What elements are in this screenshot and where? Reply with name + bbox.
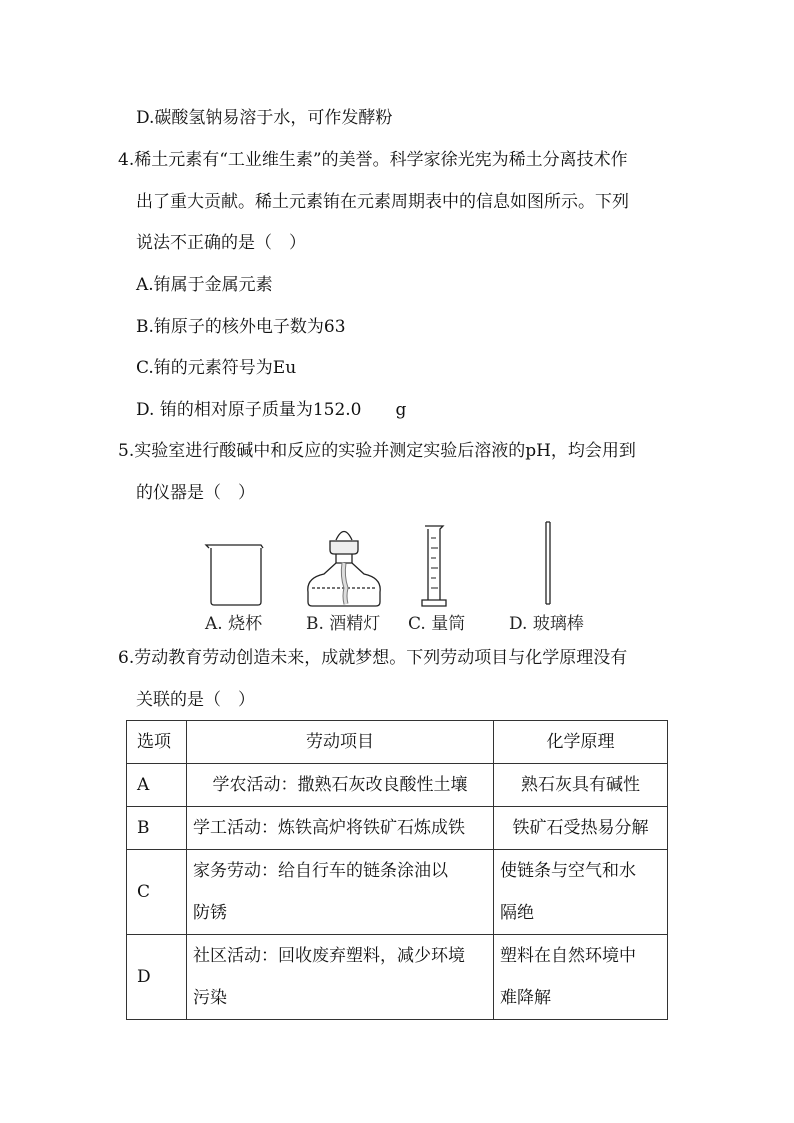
labor-principle-table xyxy=(126,720,668,1020)
row-principle-line2: 难降解 xyxy=(500,988,551,1008)
q4-option-c: C.铕的元素符号为Eu xyxy=(136,358,297,378)
caption-alcohol-lamp: B. 酒精灯 xyxy=(306,614,381,634)
table-row xyxy=(127,764,668,807)
q4-stem-line1: 4.稀土元素有“工业维生素”的美誉。科学家徐光宪为稀土分离技术作 xyxy=(118,150,628,170)
header-labor-project: 劳动项目 xyxy=(187,721,494,764)
beaker-drawing xyxy=(206,545,263,605)
q6-stem-line1: 6.劳动教育劳动创造未来，成就梦想。下列劳动项目与化学原理没有 xyxy=(118,648,628,668)
header-chemical-principle: 化学原理 xyxy=(494,721,668,764)
caption-glass-rod: D. 玻璃棒 xyxy=(509,614,584,634)
row-project-line2: 污染 xyxy=(193,988,227,1008)
row-option: C xyxy=(127,850,187,935)
q4-option-d: D. 铕的相对原子质量为152.0 g xyxy=(136,400,407,420)
row-principle: 熟石灰具有碱性 xyxy=(494,764,668,807)
row-principle-line1: 使链条与空气和水 xyxy=(500,861,636,881)
row-project-line1: 社区活动：回收废弃塑料，减少环境 xyxy=(193,946,465,966)
row-option: A xyxy=(127,764,187,807)
row-project xyxy=(187,935,494,1020)
alcohol-lamp-drawing xyxy=(308,532,380,607)
instruments-drawing xyxy=(196,518,576,610)
row-project-line1: 家务劳动：给自行车的链条涂油以 xyxy=(193,861,448,881)
glass-rod-drawing xyxy=(546,522,550,604)
caption-beaker: A. 烧杯 xyxy=(205,614,263,634)
row-project: 学工活动：炼铁高炉将铁矿石炼成铁 xyxy=(187,807,494,850)
q4-option-a: A.铕属于金属元素 xyxy=(136,275,273,295)
table-row xyxy=(127,807,668,850)
q4-stem-line2: 出了重大贡献。稀土元素铕在元素周期表中的信息如图所示。下列 xyxy=(136,192,629,212)
row-principle-line2: 隔绝 xyxy=(500,903,534,923)
row-project xyxy=(187,850,494,935)
q4-option-b: B.铕原子的核外电子数为63 xyxy=(136,317,346,337)
q6-stem-line2: 关联的是（ ） xyxy=(136,690,255,710)
q5-stem-line1: 5.实验室进行酸碱中和反应的实验并测定实验后溶液的pH，均会用到 xyxy=(118,441,636,461)
row-project: 学农活动：撒熟石灰改良酸性土壤 xyxy=(187,764,494,807)
q4-stem-line3: 说法不正确的是（ ） xyxy=(136,233,306,253)
table-header-row xyxy=(127,721,668,764)
header-option: 选项 xyxy=(127,721,187,764)
q5-stem-line2: 的仪器是（ ） xyxy=(136,483,255,503)
row-project-line2: 防锈 xyxy=(193,903,227,923)
q3-option-d: D.碳酸氢钠易溶于水，可作发酵粉 xyxy=(136,108,393,128)
table-row xyxy=(127,850,668,935)
caption-graduated-cylinder: C. 量筒 xyxy=(408,614,466,634)
row-principle-line1: 塑料在自然环境中 xyxy=(500,946,636,966)
table-row xyxy=(127,935,668,1020)
row-option: B xyxy=(127,807,187,850)
row-principle: 铁矿石受热易分解 xyxy=(494,807,668,850)
graduated-cylinder-drawing xyxy=(422,526,446,606)
row-principle xyxy=(494,850,668,935)
row-principle xyxy=(494,935,668,1020)
row-option: D xyxy=(127,935,187,1020)
